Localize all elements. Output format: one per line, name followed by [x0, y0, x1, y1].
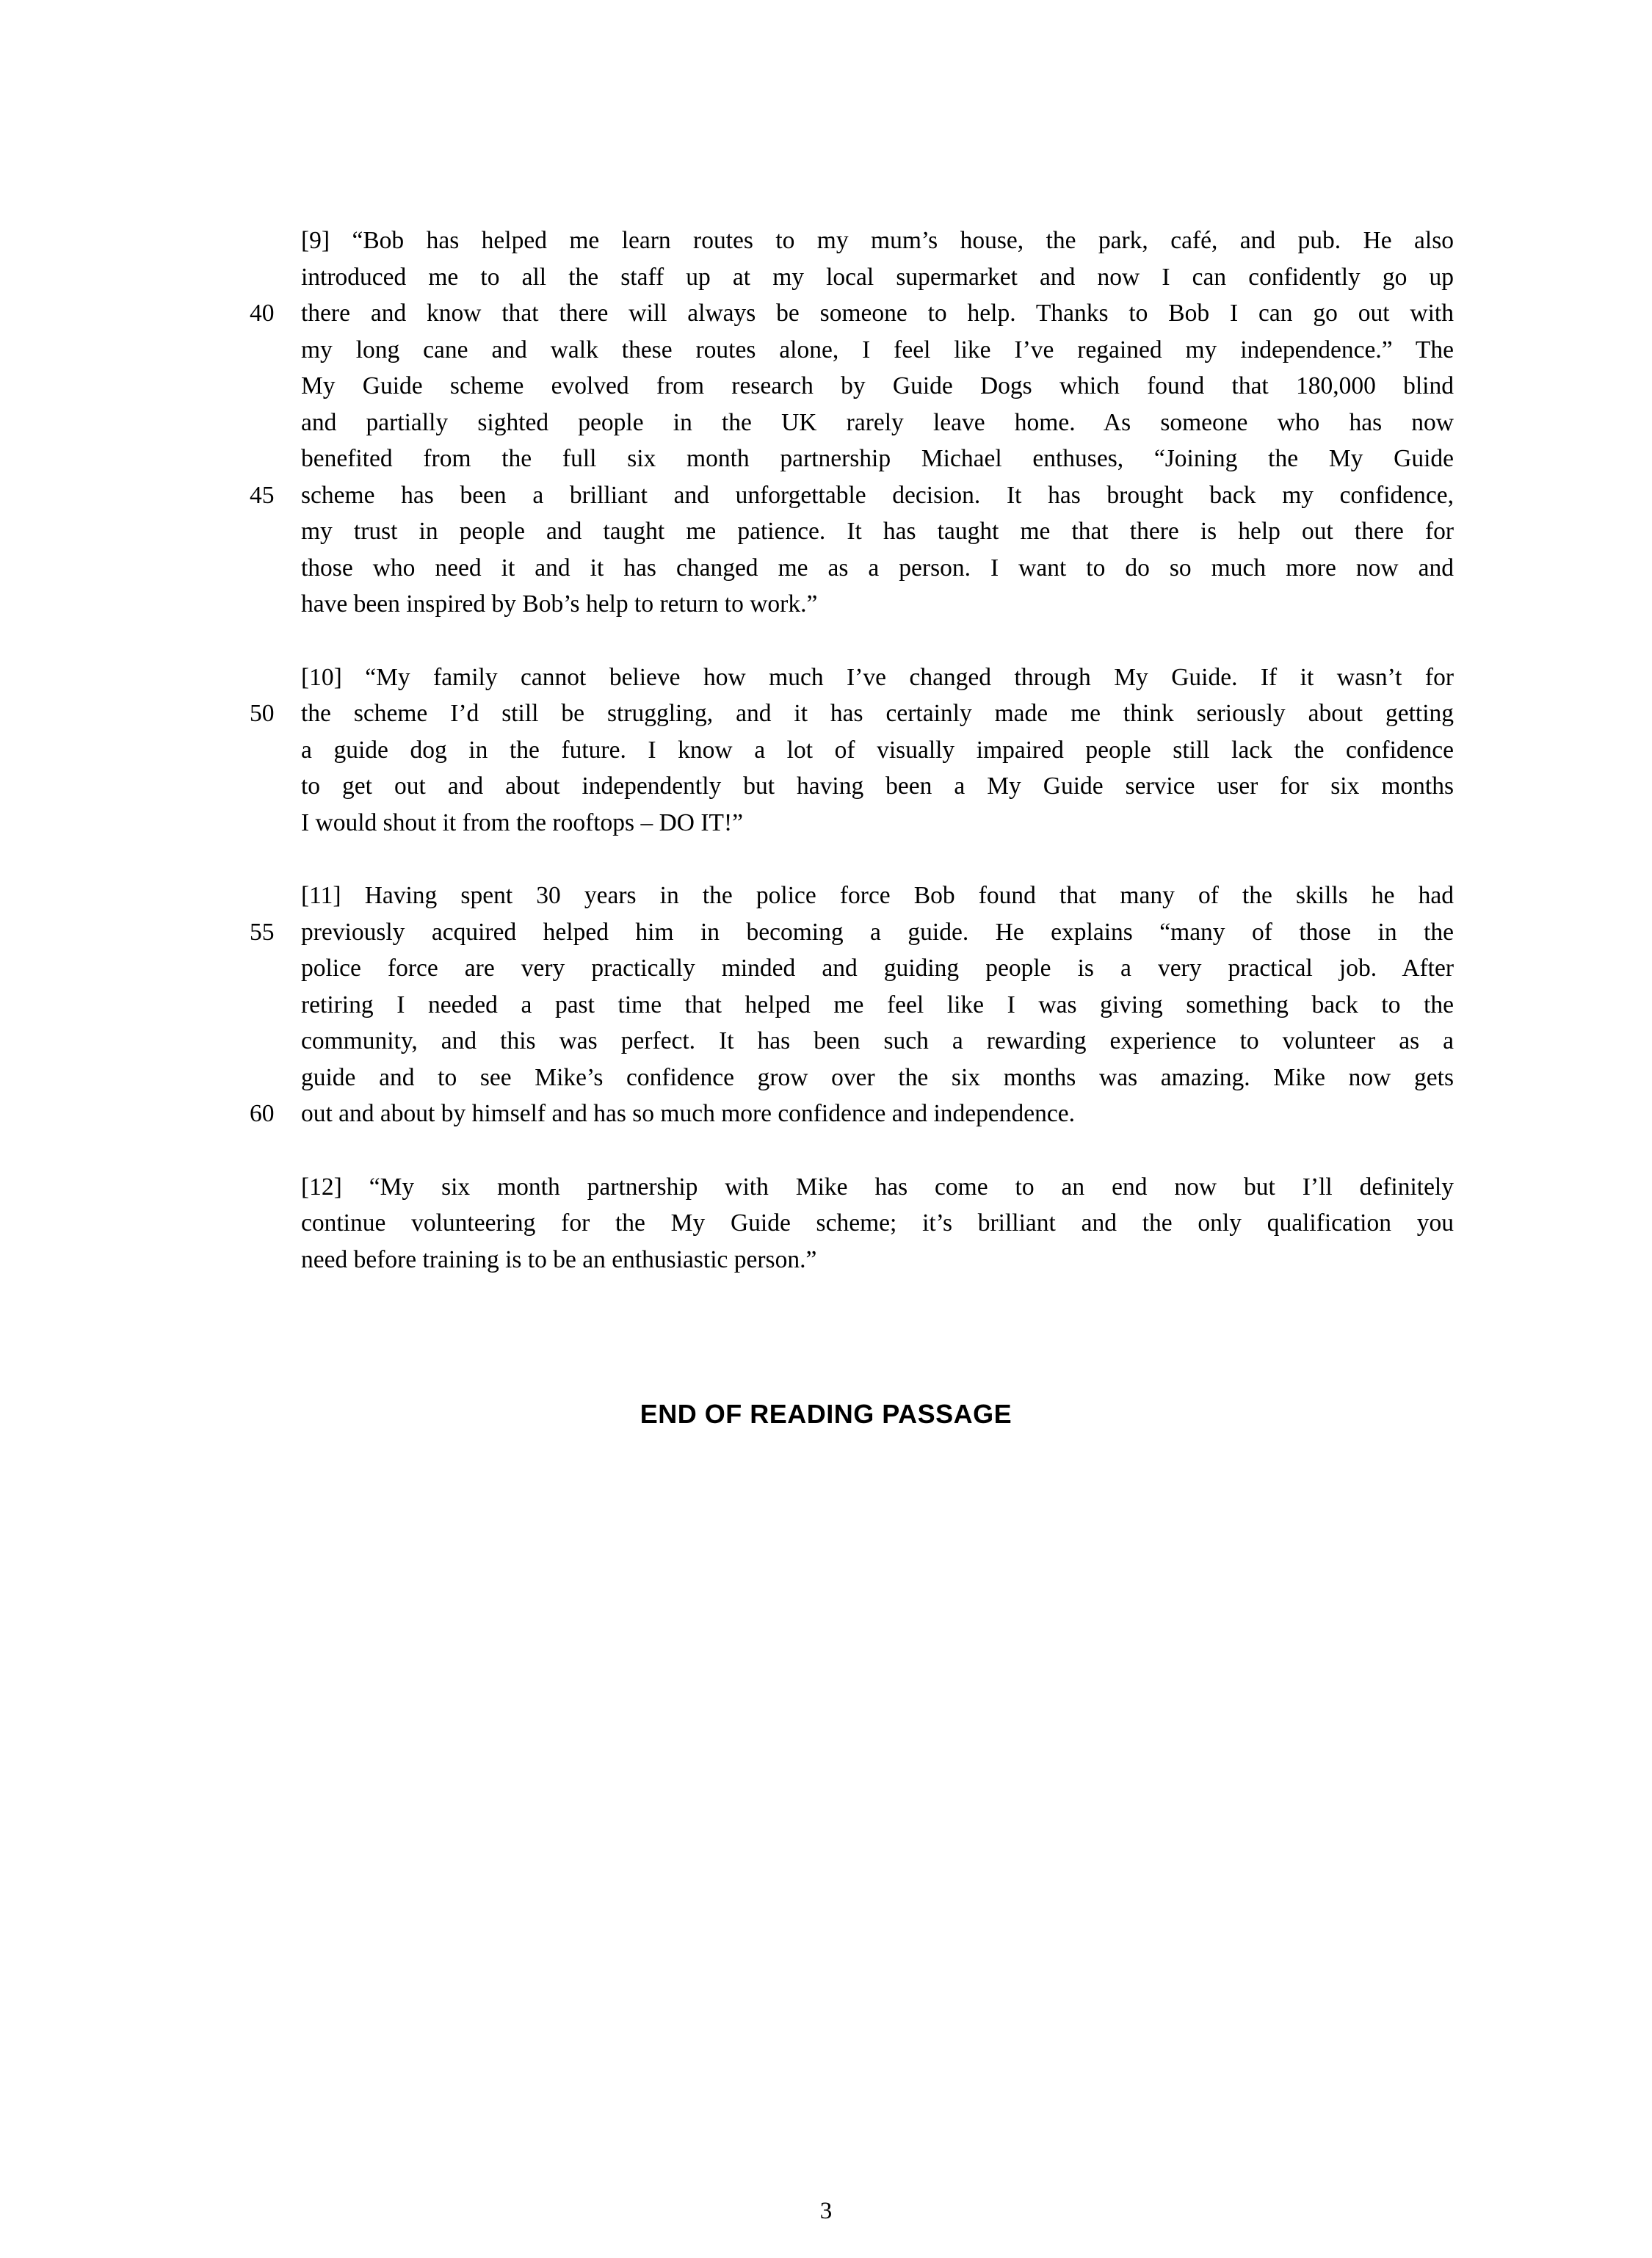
margin-line-number: [250, 1242, 301, 1278]
line-text: those who need it and it has changed me as a person. I want to do so much more now and: [301, 554, 1454, 582]
margin-line-number: [250, 332, 301, 369]
margin-line-number: [250, 586, 301, 623]
paragraph: [250, 1169, 1454, 1278]
margin-line-number: 40: [250, 300, 275, 327]
passage-line: [250, 513, 1454, 550]
line-text: previously acquired helped him in becoming a guide. He explains “many of those in the: [301, 918, 1454, 946]
end-of-passage-marker: END OF READING PASSAGE: [640, 1399, 1012, 1429]
line-text: retiring I needed a past time that helped me feel like I was giving something back to the: [301, 991, 1454, 1018]
margin-line-number: [250, 950, 301, 987]
passage-line: [250, 1242, 1454, 1278]
line-text: continue volunteering for the My Guide scheme; it’s brilliant and the only qualification you: [301, 1209, 1454, 1237]
margin-line-number: [250, 405, 301, 441]
line-text: my trust in people and taught me patience. It has taught me that there is help out there for: [301, 518, 1454, 545]
passage-line: [250, 695, 1454, 732]
passage-line: [250, 441, 1454, 477]
margin-line-number: [250, 1060, 301, 1096]
passage-line: [250, 295, 1454, 332]
line-text: community, and this was perfect. It has been such a rewarding experience to volunteer as a: [301, 1027, 1454, 1054]
passage-line: [250, 1169, 1454, 1206]
margin-line-number: [250, 222, 301, 259]
passage-line: [250, 477, 1454, 514]
margin-line-number: [250, 732, 301, 769]
margin-line-number: [250, 259, 301, 296]
line-text: [9] “Bob has helped me learn routes to my mum’s house, the park, café, and pub. He also: [301, 227, 1454, 254]
line-text: have been inspired by Bob’s help to return to work.”: [301, 590, 818, 618]
line-text: [12] “My six month partnership with Mike has come to an end now but I’ll definitely: [301, 1173, 1454, 1201]
passage-line: [250, 1060, 1454, 1096]
margin-line-number: 50: [250, 700, 275, 727]
passage-line: [250, 914, 1454, 951]
passage-line: [250, 550, 1454, 587]
line-text: and partially sighted people in the UK rarely leave home. As someone who has now: [301, 408, 1454, 436]
passage-line: [250, 332, 1454, 369]
page-number: 3: [819, 2198, 833, 2224]
passage-line: [250, 877, 1454, 914]
margin-line-number: [250, 550, 301, 587]
line-text: out and about by himself and has so much more confidence and independence.: [301, 1100, 1075, 1127]
line-text: a guide dog in the future. I know a lot of visually impaired people still lack the confidence: [301, 736, 1454, 764]
margin-line-number: [250, 368, 301, 405]
passage-line: [250, 259, 1454, 296]
line-text: need before training is to be an enthusiastic person.”: [301, 1245, 817, 1273]
passage-line: [250, 950, 1454, 987]
paragraph: [250, 659, 1454, 842]
passage: [250, 222, 1454, 1314]
margin-line-number: [250, 1169, 301, 1206]
passage-line: [250, 768, 1454, 805]
line-text: to get out and about independently but having been a My Guide service user for six months: [301, 772, 1454, 800]
passage-line: [250, 805, 1454, 842]
passage-line: [250, 732, 1454, 769]
passage-line: [250, 368, 1454, 405]
line-text: guide and to see Mike’s confidence grow over the six months was amazing. Mike now gets: [301, 1063, 1454, 1091]
passage-line: [250, 1023, 1454, 1060]
margin-line-number: [250, 1205, 301, 1242]
line-text: my long cane and walk these routes alone, I feel like I’ve regained my independence.” The: [301, 336, 1454, 363]
margin-line-number: [250, 441, 301, 477]
passage-line: [250, 659, 1454, 696]
line-text: [10] “My family cannot believe how much I’ve changed through My Guide. If it wasn’t for: [301, 663, 1454, 691]
margin-line-number: [250, 513, 301, 550]
margin-line-number: [250, 987, 301, 1024]
margin-line-number: [250, 805, 301, 842]
margin-line-number: [250, 659, 301, 696]
line-text: introduced me to all the staff up at my local supermarket and now I can confidently go up: [301, 263, 1454, 291]
line-text: police force are very practically minded and guiding people is a very practical job. After: [301, 955, 1454, 982]
line-text: My Guide scheme evolved from research by Guide Dogs which found that 180,000 blind: [301, 372, 1454, 399]
line-text: there and know that there will always be someone to help. Thanks to Bob I can go out with: [301, 300, 1454, 327]
margin-line-number: [250, 768, 301, 805]
passage-line: [250, 1096, 1454, 1132]
line-text: benefited from the full six month partnership Michael enthuses, “Joining the My Guide: [301, 445, 1454, 472]
margin-line-number: [250, 877, 301, 914]
margin-line-number: 60: [250, 1100, 275, 1127]
paragraph: [250, 877, 1454, 1132]
paragraph: [250, 222, 1454, 623]
margin-line-number: [250, 1023, 301, 1060]
line-text: the scheme I’d still be struggling, and it has certainly made me think seriously about getting: [301, 700, 1454, 727]
passage-line: [250, 405, 1454, 441]
margin-line-number: 45: [250, 481, 275, 509]
passage-line: [250, 586, 1454, 623]
line-text: scheme has been a brilliant and unforgettable decision. It has brought back my confidence,: [301, 481, 1454, 509]
passage-line: [250, 1205, 1454, 1242]
passage-line: [250, 987, 1454, 1024]
passage-line: [250, 222, 1454, 259]
line-text: [11] Having spent 30 years in the police force Bob found that many of the skills he had: [301, 882, 1454, 909]
line-text: I would shout it from the rooftops – DO IT!”: [301, 808, 743, 836]
margin-line-number: 55: [250, 918, 275, 946]
